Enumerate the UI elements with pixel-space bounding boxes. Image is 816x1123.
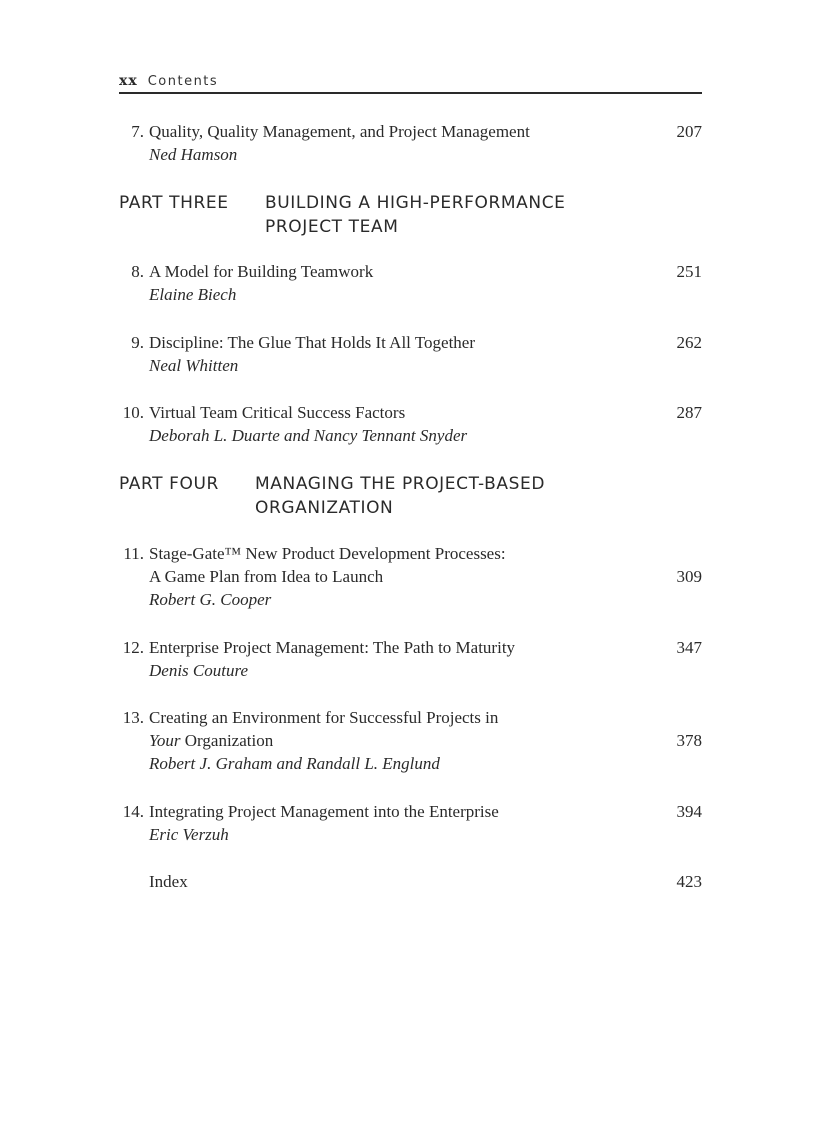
chapter-author: Robert G. Cooper (149, 590, 272, 609)
chapter-title-line-2 (149, 729, 273, 752)
chapter-author: Robert J. Graham and Randall L. Englund (149, 754, 440, 773)
part-label: PART THREE (119, 193, 229, 213)
toc-entry-index (100, 870, 702, 893)
page-number: 287 (676, 403, 702, 422)
chapter-author: Eric Verzuh (149, 825, 229, 844)
chapter-number: 8. (131, 262, 144, 281)
chapter-author: Elaine Biech (149, 285, 237, 304)
chapter-number: 10. (122, 403, 144, 422)
toc-entry-7 (100, 120, 702, 166)
chapter-title-line-1: Stage-Gate™ New Product Development Processes: (149, 544, 506, 563)
chapter-title: Virtual Team Critical Success Factors (149, 403, 406, 422)
part-title-line-1: MANAGING THE PROJECT-BASED (255, 474, 546, 494)
page-number: 207 (676, 122, 702, 141)
chapter-number: 7. (131, 122, 144, 141)
page-number: 309 (676, 567, 702, 586)
chapter-author: Deborah L. Duarte and Nancy Tennant Snyder (149, 426, 468, 445)
part-label: PART FOUR (119, 474, 219, 494)
chapter-title: A Model for Building Teamwork (149, 262, 374, 281)
page-number: 423 (676, 872, 702, 891)
toc-entry-10 (100, 401, 702, 447)
chapter-author: Ned Hamson (149, 145, 238, 164)
page-number: 394 (676, 802, 702, 821)
toc-entry-14 (100, 800, 702, 846)
part-title-line-2: PROJECT TEAM (265, 217, 399, 237)
chapter-number: 13. (122, 708, 144, 727)
part-title-line-1: BUILDING A HIGH-PERFORMANCE (265, 193, 566, 213)
chapter-title: Discipline: The Glue That Holds It All Together (149, 333, 476, 352)
chapter-number: 9. (131, 333, 144, 352)
part-title-line-2: ORGANIZATION (255, 498, 394, 518)
chapter-number: 11. (123, 544, 144, 563)
page-folio: xx (119, 73, 138, 89)
chapter-author: Denis Couture (149, 661, 249, 680)
toc-entry-8 (100, 260, 702, 306)
toc-entry-13 (100, 706, 702, 775)
running-title: Contents (147, 74, 219, 89)
index-label: Index (149, 872, 188, 891)
chapter-title: Enterprise Project Management: The Path to Maturity (149, 638, 516, 657)
page-number: 378 (676, 731, 702, 750)
emphasized-word: Your (149, 731, 181, 750)
page-number: 262 (676, 333, 702, 352)
page-number: 347 (676, 638, 702, 657)
chapter-title-line-1: Creating an Environment for Successful Projects in (149, 708, 499, 727)
toc-entry-9 (100, 331, 702, 377)
chapter-number: 12. (122, 638, 144, 657)
chapter-number: 14. (122, 802, 144, 821)
toc-entry-11 (100, 542, 702, 611)
page-number: 251 (676, 262, 702, 281)
chapter-title: Integrating Project Management into the Enterprise (149, 802, 499, 821)
chapter-title: Quality, Quality Management, and Project Management (149, 122, 530, 141)
running-head (119, 70, 702, 94)
chapter-title-line-2-rest: Organization (180, 731, 274, 750)
chapter-author: Neal Whitten (149, 356, 239, 375)
chapter-title-line-2: A Game Plan from Idea to Launch (149, 567, 384, 586)
toc-entry-12 (100, 636, 702, 682)
